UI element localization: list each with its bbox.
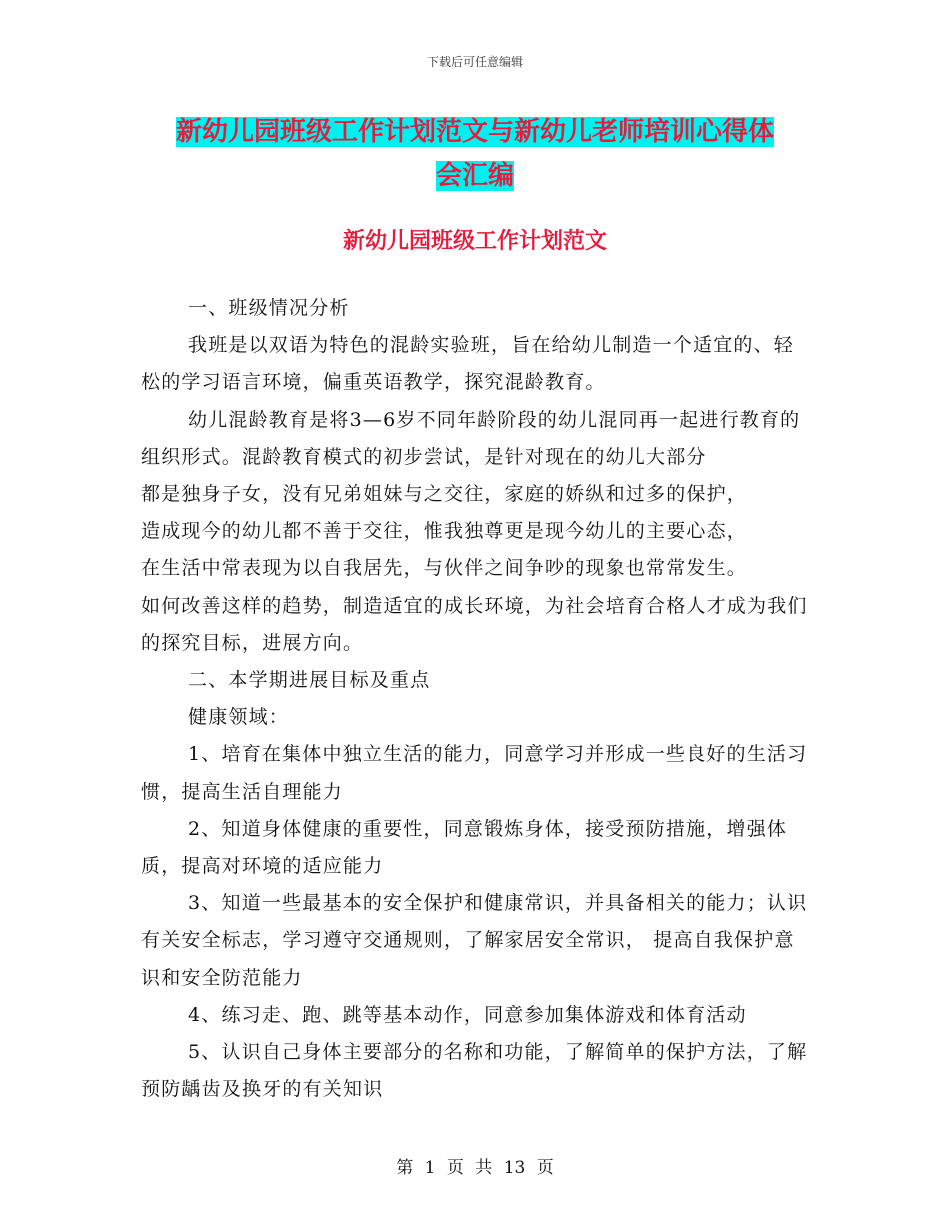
- paragraph-line: 都是独身子女，没有兄弟姐妹与之交往，家庭的娇纵和过多的保护，: [141, 483, 748, 506]
- document-body: [141, 290, 811, 1108]
- heading-semester-goals: 二、本学期进展目标及重点: [188, 669, 431, 692]
- list-item: 1、培育在集体中独立生活的能力，同意学习并形成一些良好的生活习惯，提高生活自理能力: [141, 743, 808, 803]
- paragraph: 幼儿混龄教育是将3—6岁不同年龄阶段的幼儿混同再一起进行教育的组织形式。混龄教育模式的初步尝试，是针对现在的幼儿大部分: [141, 408, 801, 468]
- document-title-line-2: 会汇编: [435, 161, 514, 191]
- section-title: 新幼儿园班级工作计划范文: [342, 228, 607, 254]
- list-item: 2、知道身体健康的重要性，同意锻炼身体，接受预防措施，增强体质，提高对环境的适应能力: [141, 817, 788, 878]
- document-title-line-1: 新幼儿园班级工作计划范文与新幼儿老师培训心得体: [175, 117, 774, 147]
- list-item: 4、练习走、跑、跳等基本动作，同意参加集体游戏和体育活动: [188, 1003, 747, 1026]
- page-footer: 第 1 页 共 13 页: [396, 1158, 554, 1178]
- paragraph-line: 如何改善这样的趋势，制造适宜的成长环境，为社会培育合格人才成为我们的探究目标，进展方向。: [141, 594, 808, 654]
- document-title: [150, 110, 800, 198]
- heading-class-analysis: 一、班级情况分析: [188, 297, 350, 319]
- paragraph-line: 造成现今的幼儿都不善于交往，惟我独尊更是现今幼儿的主要心态，: [141, 520, 748, 543]
- paragraph-line: 在生活中常表现为以自我居先，与伙伴之间争吵的现象也常常发生。: [141, 557, 748, 580]
- subheading-health: 健康领域：: [188, 706, 290, 729]
- list-item: 3、知道一些最基本的安全保护和健康常识，并具备相关的能力；认识有关安全标志，学习遵守交通规则，了解家居安全常识， 提高自我保护意识和安全防范能力: [141, 892, 808, 989]
- list-item: 5、认识自己身体主要部分的名称和功能，了解简单的保护方法，了解预防龋齿及换牙的有关知识: [141, 1041, 808, 1101]
- header-note: 下载后可任意编辑: [426, 55, 523, 69]
- paragraph: 我班是以双语为特色的混龄实验班，旨在给幼儿制造一个适宜的、轻松的学习语言环境，偏重英语教学，探究混龄教育。: [141, 334, 795, 394]
